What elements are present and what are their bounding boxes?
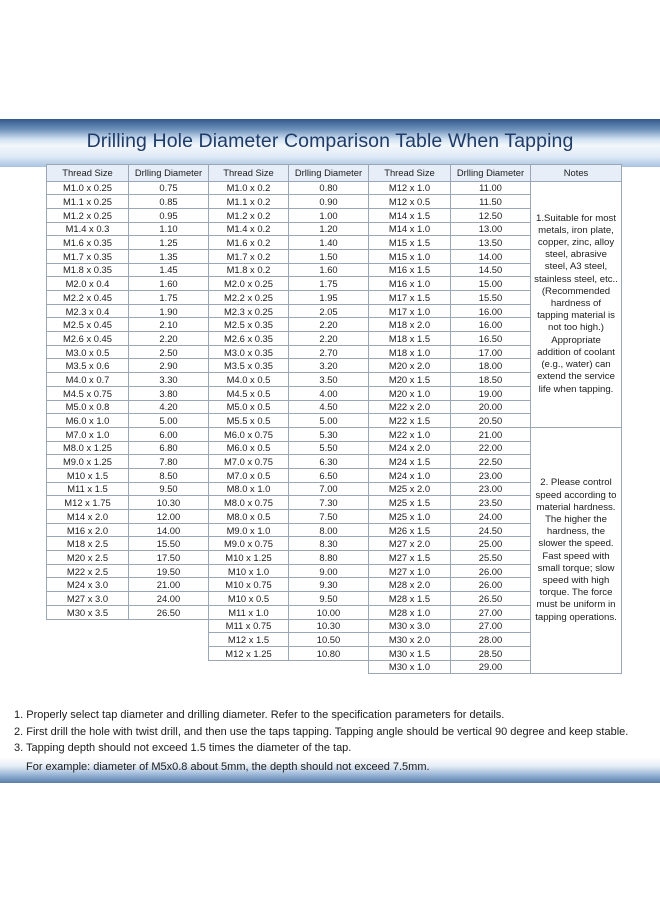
drilling-diameter-table [46, 164, 622, 674]
drilling-diameter-cell: 25.50 [451, 551, 531, 565]
drilling-diameter-cell: 3.30 [129, 373, 209, 387]
thread-size-cell: M2.2 x 0.45 [47, 291, 129, 305]
drilling-diameter-cell: 1.60 [289, 263, 369, 277]
footnote-example-bar [0, 757, 660, 783]
footnote-1: 1. Properly select tap diameter and drilling diameter. Refer to the specification parameters for details. [14, 709, 505, 721]
note-1: 1.Suitable for most metals, iron plate, copper, zinc, alloy steel, abrasive steel, A3 steel, stainless steel, etc..(Recommended hardness of tapping material is not too high.) Appropriate addition of coolant (e.g., water) can extend the service life when tapping. [531, 181, 622, 427]
header-notes: Notes [531, 165, 622, 182]
drilling-diameter-cell: 0.90 [289, 195, 369, 209]
drilling-diameter-cell: 1.00 [289, 208, 369, 222]
drilling-diameter-cell: 0.80 [289, 181, 369, 195]
thread-size-cell: M1.6 x 0.2 [209, 236, 289, 250]
footnote-2: 2. First drill the hole with twist drill, and then use the taps tapping. Tapping angle should be vertical 90 degree and keep stable. [14, 726, 629, 738]
empty-cell [129, 633, 209, 647]
page-title: Drilling Hole Diameter Comparison Table When Tapping [86, 130, 574, 152]
thread-size-cell: M24 x 2.0 [369, 441, 451, 455]
thread-size-cell: M28 x 2.0 [369, 578, 451, 592]
empty-cell [47, 633, 129, 647]
drilling-diameter-cell: 21.00 [451, 427, 531, 441]
thread-size-cell: M25 x 2.0 [369, 482, 451, 496]
drilling-diameter-cell: 3.50 [289, 373, 369, 387]
empty-cell [129, 619, 209, 633]
drilling-diameter-cell: 26.00 [451, 578, 531, 592]
table-header-row [47, 165, 622, 182]
drilling-diameter-cell: 27.00 [451, 605, 531, 619]
drilling-diameter-cell: 19.00 [451, 386, 531, 400]
thread-size-cell: M14 x 1.5 [369, 208, 451, 222]
thread-size-cell: M30 x 3.5 [47, 605, 129, 619]
thread-size-cell: M1.8 x 0.35 [47, 263, 129, 277]
thread-size-cell: M11 x 0.75 [209, 619, 289, 633]
drilling-diameter-cell: 10.50 [289, 633, 369, 647]
thread-size-cell: M28 x 1.5 [369, 592, 451, 606]
drilling-diameter-cell: 1.35 [129, 249, 209, 263]
drilling-diameter-cell: 17.00 [451, 345, 531, 359]
drilling-diameter-cell: 22.50 [451, 455, 531, 469]
drilling-diameter-cell: 7.00 [289, 482, 369, 496]
drilling-diameter-cell: 22.00 [451, 441, 531, 455]
thread-size-cell: M30 x 2.0 [369, 633, 451, 647]
thread-size-cell: M10 x 0.75 [209, 578, 289, 592]
drilling-diameter-cell: 15.00 [451, 277, 531, 291]
note-2: 2. Please control speed according to material hardness. The higher the hardness, the slower the speed. Fast speed with small torque; slow speed with high torque. The force must be uniform in tapping operations. [531, 427, 622, 673]
drilling-diameter-cell: 14.50 [451, 263, 531, 277]
thread-size-cell: M1.1 x 0.25 [47, 195, 129, 209]
thread-size-cell: M2.5 x 0.35 [209, 318, 289, 332]
drilling-diameter-cell: 5.00 [129, 414, 209, 428]
thread-size-cell: M12 x 0.5 [369, 195, 451, 209]
thread-size-cell: M17 x 1.5 [369, 291, 451, 305]
drilling-diameter-cell: 17.50 [129, 551, 209, 565]
drilling-diameter-cell: 29.00 [451, 660, 531, 674]
thread-size-cell: M16 x 1.5 [369, 263, 451, 277]
thread-size-cell: M22 x 1.5 [369, 414, 451, 428]
thread-size-cell: M2.3 x 0.25 [209, 304, 289, 318]
thread-size-cell: M18 x 2.0 [369, 318, 451, 332]
drilling-diameter-cell: 12.00 [129, 510, 209, 524]
thread-size-cell: M14 x 1.0 [369, 222, 451, 236]
thread-size-cell: M30 x 1.5 [369, 646, 451, 660]
thread-size-cell: M10 x 0.5 [209, 592, 289, 606]
empty-cell [289, 660, 369, 674]
thread-size-cell: M24 x 3.0 [47, 578, 129, 592]
drilling-diameter-cell: 1.20 [289, 222, 369, 236]
header-thread-size-1: Thread Size [47, 165, 129, 182]
footnote-3: 3. Tapping depth should not exceed 1.5 times the diameter of the tap. [14, 742, 352, 754]
drilling-diameter-cell: 10.80 [289, 646, 369, 660]
empty-cell [209, 660, 289, 674]
thread-size-cell: M14 x 2.0 [47, 510, 129, 524]
thread-size-cell: M20 x 1.5 [369, 373, 451, 387]
drilling-diameter-cell: 10.30 [129, 496, 209, 510]
header-drilling-diameter-3: Drlling Diameter [451, 165, 531, 182]
thread-size-cell: M1.0 x 0.25 [47, 181, 129, 195]
footnote-example: For example: diameter of M5x0.8 about 5mm, the depth should not exceed 7.5mm. [26, 761, 430, 773]
drilling-diameter-cell: 1.75 [129, 291, 209, 305]
thread-size-cell: M26 x 1.5 [369, 523, 451, 537]
drilling-diameter-cell: 7.80 [129, 455, 209, 469]
thread-size-cell: M27 x 2.0 [369, 537, 451, 551]
drilling-diameter-cell: 24.00 [451, 510, 531, 524]
empty-cell [47, 619, 129, 633]
thread-size-cell: M6.0 x 0.75 [209, 427, 289, 441]
thread-size-cell: M11 x 1.0 [209, 605, 289, 619]
thread-size-cell: M8.0 x 0.75 [209, 496, 289, 510]
thread-size-cell: M12 x 1.5 [209, 633, 289, 647]
drilling-diameter-cell: 8.30 [289, 537, 369, 551]
drilling-diameter-cell: 1.25 [129, 236, 209, 250]
thread-size-cell: M2.0 x 0.25 [209, 277, 289, 291]
drilling-diameter-cell: 2.05 [289, 304, 369, 318]
thread-size-cell: M17 x 1.0 [369, 304, 451, 318]
drilling-diameter-cell: 14.00 [451, 249, 531, 263]
drilling-diameter-cell: 18.50 [451, 373, 531, 387]
drilling-diameter-cell: 7.30 [289, 496, 369, 510]
thread-size-cell: M28 x 1.0 [369, 605, 451, 619]
thread-size-cell: M2.6 x 0.35 [209, 332, 289, 346]
thread-size-cell: M3.0 x 0.5 [47, 345, 129, 359]
drilling-diameter-cell: 9.50 [129, 482, 209, 496]
thread-size-cell: M20 x 2.0 [369, 359, 451, 373]
drilling-diameter-cell: 2.20 [289, 318, 369, 332]
drilling-diameter-cell: 5.00 [289, 414, 369, 428]
thread-size-cell: M20 x 1.0 [369, 386, 451, 400]
drilling-diameter-cell: 10.30 [289, 619, 369, 633]
drilling-diameter-cell: 1.40 [289, 236, 369, 250]
drilling-diameter-cell: 23.00 [451, 482, 531, 496]
thread-size-cell: M2.6 x 0.45 [47, 332, 129, 346]
table-row [47, 181, 622, 195]
drilling-diameter-cell: 1.90 [129, 304, 209, 318]
thread-size-cell: M18 x 1.0 [369, 345, 451, 359]
thread-size-cell: M24 x 1.0 [369, 468, 451, 482]
thread-size-cell: M27 x 1.0 [369, 564, 451, 578]
thread-size-cell: M10 x 1.0 [209, 564, 289, 578]
drilling-diameter-cell: 16.00 [451, 304, 531, 318]
thread-size-cell: M18 x 2.5 [47, 537, 129, 551]
thread-size-cell: M1.0 x 0.2 [209, 181, 289, 195]
thread-size-cell: M30 x 3.0 [369, 619, 451, 633]
thread-size-cell: M25 x 1.0 [369, 510, 451, 524]
thread-size-cell: M5.5 x 0.5 [209, 414, 289, 428]
thread-size-cell: M22 x 2.5 [47, 564, 129, 578]
thread-size-cell: M2.3 x 0.4 [47, 304, 129, 318]
drilling-diameter-cell: 6.00 [129, 427, 209, 441]
drilling-diameter-cell: 12.50 [451, 208, 531, 222]
drilling-diameter-cell: 1.60 [129, 277, 209, 291]
drilling-diameter-cell: 25.00 [451, 537, 531, 551]
drilling-diameter-cell: 4.20 [129, 400, 209, 414]
drilling-diameter-cell: 3.80 [129, 386, 209, 400]
header-drilling-diameter-2: Drlling Diameter [289, 165, 369, 182]
drilling-diameter-cell: 26.50 [129, 605, 209, 619]
thread-size-cell: M9.0 x 0.75 [209, 537, 289, 551]
thread-size-cell: M6.0 x 0.5 [209, 441, 289, 455]
thread-size-cell: M11 x 1.5 [47, 482, 129, 496]
thread-size-cell: M1.7 x 0.2 [209, 249, 289, 263]
thread-size-cell: M5.0 x 0.5 [209, 400, 289, 414]
header-thread-size-3: Thread Size [369, 165, 451, 182]
drilling-diameter-cell: 16.00 [451, 318, 531, 332]
thread-size-cell: M5.0 x 0.8 [47, 400, 129, 414]
thread-size-cell: M27 x 3.0 [47, 592, 129, 606]
thread-size-cell: M8.0 x 0.5 [209, 510, 289, 524]
drilling-diameter-cell: 2.90 [129, 359, 209, 373]
thread-size-cell: M27 x 1.5 [369, 551, 451, 565]
thread-size-cell: M7.0 x 1.0 [47, 427, 129, 441]
drilling-diameter-cell: 6.50 [289, 468, 369, 482]
drilling-diameter-cell: 5.50 [289, 441, 369, 455]
drilling-diameter-cell: 28.50 [451, 646, 531, 660]
drilling-diameter-cell: 1.50 [289, 249, 369, 263]
thread-size-cell: M1.7 x 0.35 [47, 249, 129, 263]
thread-size-cell: M4.0 x 0.7 [47, 373, 129, 387]
thread-size-cell: M1.4 x 0.2 [209, 222, 289, 236]
thread-size-cell: M1.1 x 0.2 [209, 195, 289, 209]
thread-size-cell: M24 x 1.5 [369, 455, 451, 469]
thread-size-cell: M1.2 x 0.25 [47, 208, 129, 222]
drilling-diameter-cell: 2.20 [289, 332, 369, 346]
drilling-diameter-cell: 2.20 [129, 332, 209, 346]
thread-size-cell: M8.0 x 1.25 [47, 441, 129, 455]
header-thread-size-2: Thread Size [209, 165, 289, 182]
drilling-diameter-cell: 20.00 [451, 400, 531, 414]
thread-size-cell: M20 x 2.5 [47, 551, 129, 565]
drilling-diameter-cell: 2.50 [129, 345, 209, 359]
thread-size-cell: M10 x 1.5 [47, 468, 129, 482]
drilling-diameter-cell: 1.95 [289, 291, 369, 305]
thread-size-cell: M3.5 x 0.35 [209, 359, 289, 373]
drilling-diameter-cell: 8.80 [289, 551, 369, 565]
drilling-diameter-cell: 0.95 [129, 208, 209, 222]
drilling-diameter-cell: 27.00 [451, 619, 531, 633]
thread-size-cell: M8.0 x 1.0 [209, 482, 289, 496]
thread-size-cell: M25 x 1.5 [369, 496, 451, 510]
drilling-diameter-cell: 5.30 [289, 427, 369, 441]
title-banner [0, 119, 660, 167]
drilling-diameter-cell: 1.45 [129, 263, 209, 277]
thread-size-cell: M9.0 x 1.0 [209, 523, 289, 537]
drilling-diameter-cell: 15.50 [129, 537, 209, 551]
thread-size-cell: M1.2 x 0.2 [209, 208, 289, 222]
empty-cell [129, 660, 209, 674]
header-drilling-diameter-1: Drlling Diameter [129, 165, 209, 182]
drilling-table-container [46, 164, 622, 674]
empty-cell [47, 660, 129, 674]
thread-size-cell: M6.0 x 1.0 [47, 414, 129, 428]
thread-size-cell: M2.5 x 0.45 [47, 318, 129, 332]
thread-size-cell: M12 x 1.75 [47, 496, 129, 510]
thread-size-cell: M3.5 x 0.6 [47, 359, 129, 373]
drilling-diameter-cell: 9.30 [289, 578, 369, 592]
thread-size-cell: M4.5 x 0.75 [47, 386, 129, 400]
drilling-diameter-cell: 9.50 [289, 592, 369, 606]
empty-cell [47, 646, 129, 660]
drilling-diameter-cell: 8.00 [289, 523, 369, 537]
drilling-diameter-cell: 6.30 [289, 455, 369, 469]
drilling-diameter-cell: 3.20 [289, 359, 369, 373]
thread-size-cell: M15 x 1.5 [369, 236, 451, 250]
thread-size-cell: M2.2 x 0.25 [209, 291, 289, 305]
thread-size-cell: M22 x 2.0 [369, 400, 451, 414]
drilling-diameter-cell: 21.00 [129, 578, 209, 592]
drilling-diameter-cell: 1.75 [289, 277, 369, 291]
drilling-diameter-cell: 23.50 [451, 496, 531, 510]
drilling-diameter-cell: 4.00 [289, 386, 369, 400]
drilling-diameter-cell: 9.00 [289, 564, 369, 578]
drilling-diameter-cell: 16.50 [451, 332, 531, 346]
drilling-diameter-cell: 0.85 [129, 195, 209, 209]
thread-size-cell: M16 x 1.0 [369, 277, 451, 291]
drilling-diameter-cell: 13.50 [451, 236, 531, 250]
thread-size-cell: M4.5 x 0.5 [209, 386, 289, 400]
thread-size-cell: M1.4 x 0.3 [47, 222, 129, 236]
drilling-diameter-cell: 11.00 [451, 181, 531, 195]
drilling-diameter-cell: 7.50 [289, 510, 369, 524]
thread-size-cell: M12 x 1.25 [209, 646, 289, 660]
drilling-diameter-cell: 26.50 [451, 592, 531, 606]
drilling-diameter-cell: 28.00 [451, 633, 531, 647]
drilling-diameter-cell: 26.00 [451, 564, 531, 578]
thread-size-cell: M1.6 x 0.35 [47, 236, 129, 250]
drilling-diameter-cell: 19.50 [129, 564, 209, 578]
drilling-diameter-cell: 2.10 [129, 318, 209, 332]
thread-size-cell: M2.0 x 0.4 [47, 277, 129, 291]
drilling-diameter-cell: 15.50 [451, 291, 531, 305]
thread-size-cell: M1.8 x 0.2 [209, 263, 289, 277]
table-row [47, 427, 622, 441]
thread-size-cell: M9.0 x 1.25 [47, 455, 129, 469]
thread-size-cell: M30 x 1.0 [369, 660, 451, 674]
thread-size-cell: M12 x 1.0 [369, 181, 451, 195]
thread-size-cell: M7.0 x 0.5 [209, 468, 289, 482]
drilling-diameter-cell: 1.10 [129, 222, 209, 236]
drilling-diameter-cell: 18.00 [451, 359, 531, 373]
drilling-diameter-cell: 24.50 [451, 523, 531, 537]
drilling-diameter-cell: 10.00 [289, 605, 369, 619]
thread-size-cell: M7.0 x 0.75 [209, 455, 289, 469]
thread-size-cell: M15 x 1.0 [369, 249, 451, 263]
empty-cell [129, 646, 209, 660]
drilling-diameter-cell: 14.00 [129, 523, 209, 537]
drilling-diameter-cell: 20.50 [451, 414, 531, 428]
thread-size-cell: M10 x 1.25 [209, 551, 289, 565]
thread-size-cell: M22 x 1.0 [369, 427, 451, 441]
thread-size-cell: M4.0 x 0.5 [209, 373, 289, 387]
drilling-diameter-cell: 13.00 [451, 222, 531, 236]
thread-size-cell: M16 x 2.0 [47, 523, 129, 537]
drilling-diameter-cell: 0.75 [129, 181, 209, 195]
drilling-diameter-cell: 4.50 [289, 400, 369, 414]
drilling-diameter-cell: 24.00 [129, 592, 209, 606]
drilling-diameter-cell: 6.80 [129, 441, 209, 455]
drilling-diameter-cell: 2.70 [289, 345, 369, 359]
drilling-diameter-cell: 23.00 [451, 468, 531, 482]
drilling-diameter-cell: 11.50 [451, 195, 531, 209]
thread-size-cell: M3.0 x 0.35 [209, 345, 289, 359]
thread-size-cell: M18 x 1.5 [369, 332, 451, 346]
drilling-diameter-cell: 8.50 [129, 468, 209, 482]
